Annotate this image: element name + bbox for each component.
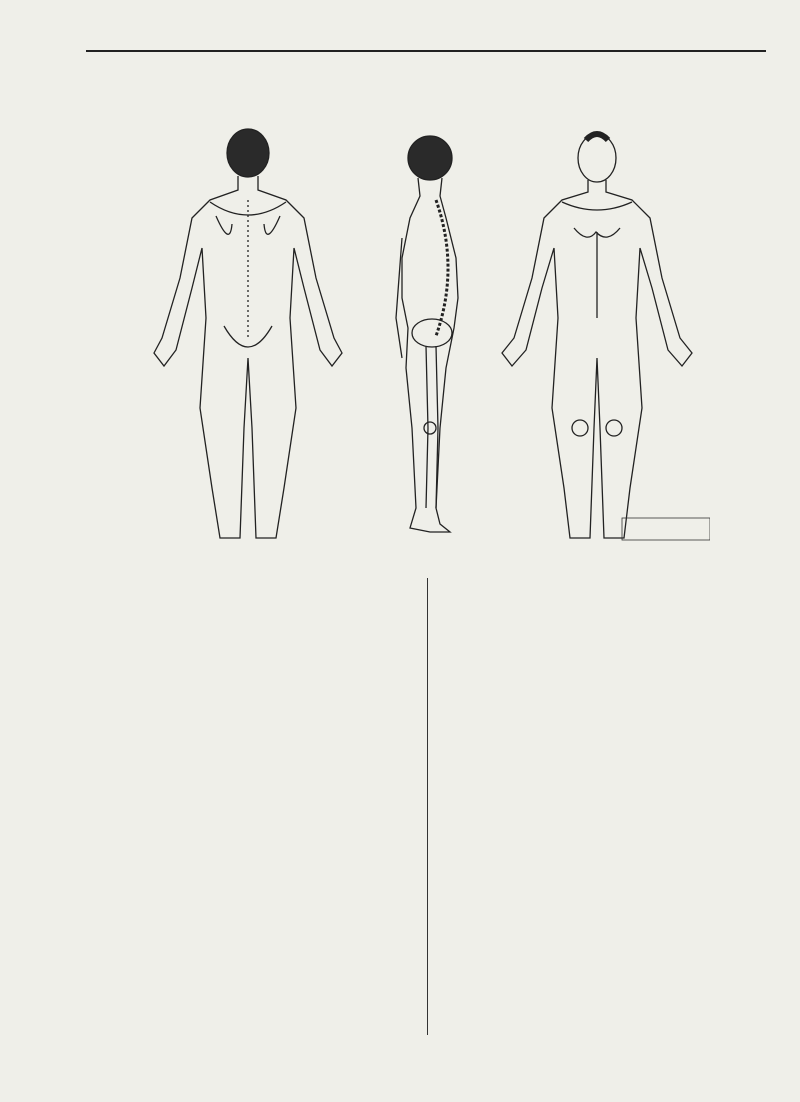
side-view-figure [396, 136, 458, 532]
page-header [0, 28, 800, 52]
legend-divider [427, 578, 428, 1035]
header-rule [86, 50, 766, 52]
front-view-figure [502, 134, 692, 538]
signature-box [622, 518, 710, 540]
anatomical-figure [140, 128, 710, 548]
back-view-figure [154, 129, 342, 538]
